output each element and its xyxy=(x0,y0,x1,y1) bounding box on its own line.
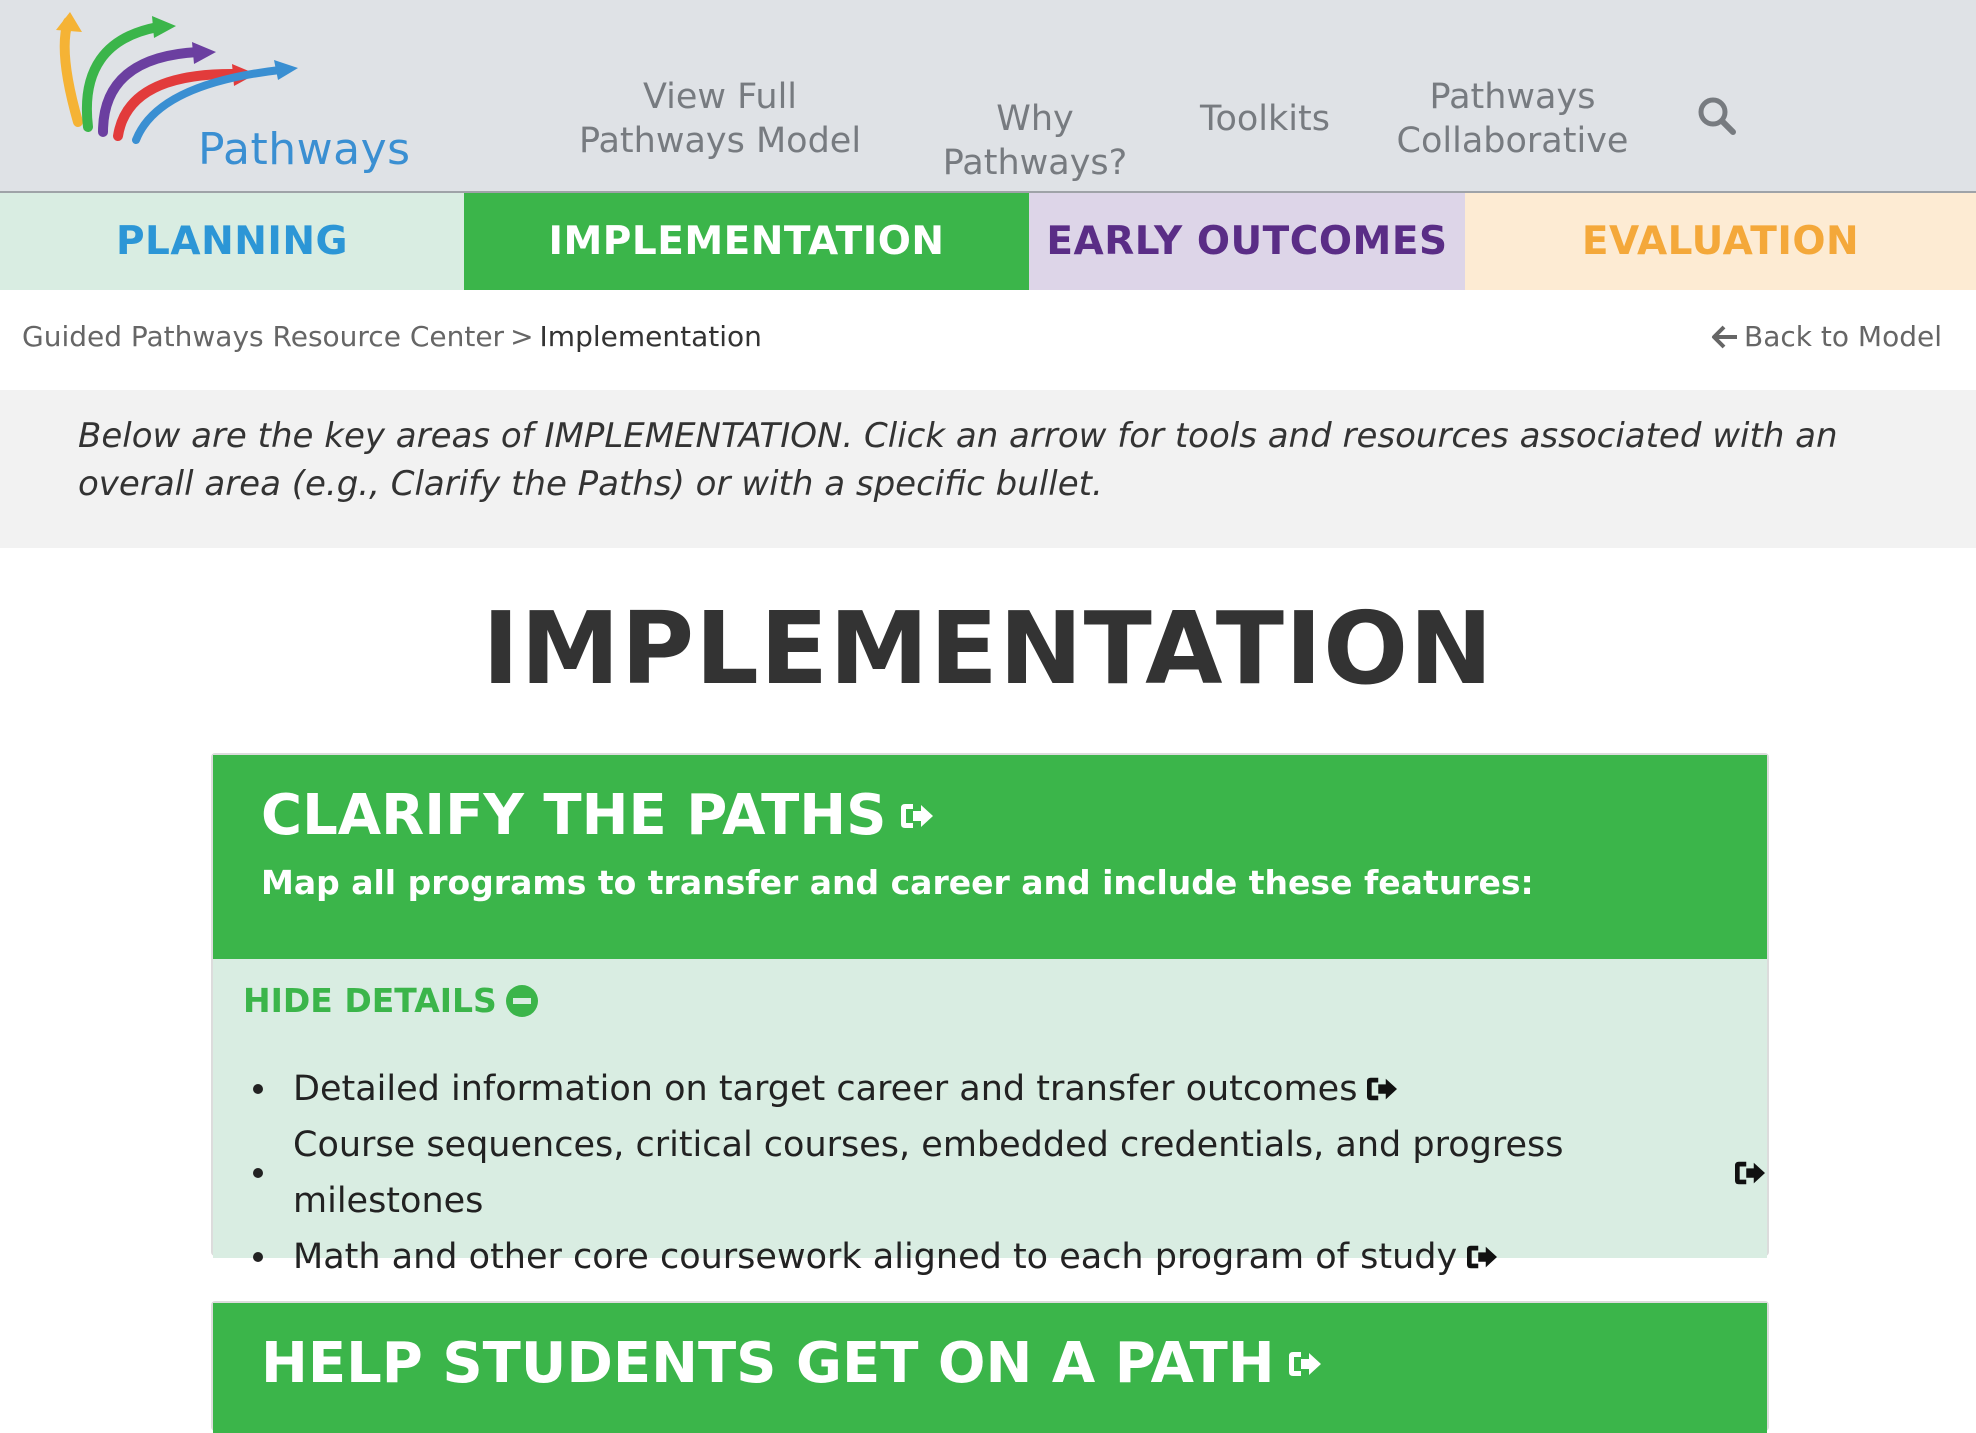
feature-list xyxy=(253,1061,1767,1285)
external-link-icon[interactable] xyxy=(1365,1074,1399,1104)
card-subtitle: Map all programs to transfer and career and include these features: xyxy=(261,863,1534,902)
card-details xyxy=(213,959,1767,1277)
nav-label: Why Pathways? xyxy=(942,99,1128,183)
external-link-icon[interactable] xyxy=(1733,1158,1767,1188)
nav-pathways-collaborative[interactable] xyxy=(1380,75,1645,163)
list-item xyxy=(253,1117,1767,1229)
back-to-model-link[interactable] xyxy=(1712,320,1942,353)
nav-view-full-model[interactable] xyxy=(570,75,870,163)
tab-implementation[interactable]: IMPLEMENTATION xyxy=(464,193,1029,290)
logo-text: Pathways xyxy=(198,124,411,175)
card-title: HELP STUDENTS GET ON A PATH xyxy=(261,1331,1275,1396)
nav-toolkits[interactable] xyxy=(1190,97,1340,141)
breadcrumb-root-link[interactable]: Guided Pathways Resource Center xyxy=(22,320,505,353)
nav-label-line2: Collaborative xyxy=(1396,121,1629,161)
list-item-text: Math and other core coursework aligned to each program of study xyxy=(293,1237,1458,1277)
breadcrumb-separator: > xyxy=(510,320,534,353)
tab-early-outcomes[interactable]: EARLY OUTCOMES xyxy=(1029,193,1465,290)
list-item-text: Detailed information on target career and transfer outcomes xyxy=(293,1069,1358,1109)
hide-details-label: HIDE DETAILS xyxy=(243,981,497,1020)
list-item-text: Course sequences, critical courses, embedded credentials, and progress milestones xyxy=(293,1125,1564,1221)
nav-label-line1: View Full xyxy=(642,77,798,117)
card-help-students-get-on-a-path xyxy=(211,1301,1769,1431)
card-title-link[interactable] xyxy=(261,783,935,848)
external-link-icon xyxy=(899,800,935,832)
tab-evaluation[interactable]: EVALUATION xyxy=(1465,193,1976,290)
nav-label-line2: Pathways Model xyxy=(578,121,862,161)
minus-circle-icon xyxy=(505,984,539,1018)
breadcrumb-bar xyxy=(0,290,1976,390)
hide-details-toggle[interactable] xyxy=(243,981,539,1020)
list-item xyxy=(253,1229,1767,1285)
card-title: CLARIFY THE PATHS xyxy=(261,783,887,848)
bullet-dot xyxy=(253,1084,263,1094)
breadcrumb xyxy=(22,320,762,353)
tab-planning[interactable]: PLANNING xyxy=(0,193,464,290)
card-header xyxy=(213,1303,1767,1433)
search-icon[interactable] xyxy=(1697,96,1737,136)
phase-tabs xyxy=(0,193,1976,290)
page-title: IMPLEMENTATION xyxy=(482,590,1494,707)
nav-label-line1: Pathways xyxy=(1429,77,1596,117)
site-header xyxy=(0,0,1976,193)
external-link-icon[interactable] xyxy=(1465,1242,1499,1272)
arrow-left-icon xyxy=(1712,325,1738,349)
bullet-dot xyxy=(253,1252,263,1262)
card-header xyxy=(213,755,1767,959)
back-to-model-label: Back to Model xyxy=(1744,320,1942,353)
nav-label: Toolkits xyxy=(1200,99,1330,139)
external-link-icon xyxy=(1287,1348,1323,1380)
breadcrumb-current: Implementation xyxy=(539,320,762,353)
pathways-logo[interactable] xyxy=(48,12,411,182)
intro-section xyxy=(0,390,1976,548)
card-clarify-the-paths xyxy=(211,753,1769,1277)
card-title-link[interactable] xyxy=(261,1331,1323,1396)
bullet-dot xyxy=(253,1168,263,1178)
nav-why-pathways[interactable] xyxy=(900,97,1170,185)
list-item xyxy=(253,1061,1767,1117)
intro-text: Below are the key areas of IMPLEMENTATION. Click an arrow for tools and resources associated with an overall area (e.g., Clarify the Paths) or with a specific bullet. xyxy=(78,416,1838,504)
